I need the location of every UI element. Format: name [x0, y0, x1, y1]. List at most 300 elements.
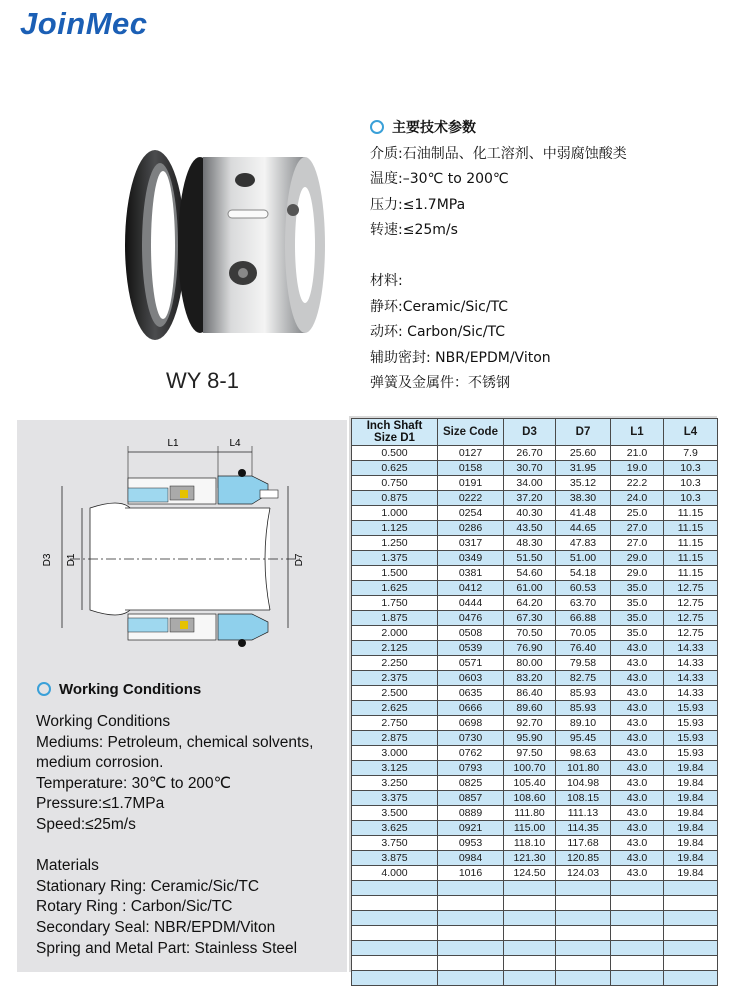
table-row [352, 491, 718, 506]
working-conditions-title: Working Conditions [59, 681, 202, 698]
cell-d7: 63.70 [556, 596, 611, 611]
cell-l1 [611, 926, 664, 941]
cell-d3: 95.90 [504, 731, 556, 746]
cell-shaft-size: 3.250 [352, 776, 438, 791]
cell-l4: 14.33 [664, 686, 718, 701]
table-row [352, 536, 718, 551]
table-row [352, 911, 718, 926]
cell-l1: 43.0 [611, 761, 664, 776]
cell-size-code: 0921 [438, 821, 504, 836]
cell-l4 [664, 971, 718, 986]
cell-l4 [664, 941, 718, 956]
cell-l4: 11.15 [664, 506, 718, 521]
table-row [352, 821, 718, 836]
cell-size-code: 0857 [438, 791, 504, 806]
cell-size-code: 0539 [438, 641, 504, 656]
cell-l1: 25.0 [611, 506, 664, 521]
cell-d3: 80.00 [504, 656, 556, 671]
cell-d7: 44.65 [556, 521, 611, 536]
wc-line [36, 836, 313, 857]
cell-l4 [664, 926, 718, 941]
cell-l4: 19.84 [664, 866, 718, 881]
cell-shaft-size: 3.750 [352, 836, 438, 851]
mechanical-seal-photo [115, 135, 345, 355]
cell-l1: 43.0 [611, 851, 664, 866]
table-row [352, 656, 718, 671]
table-row [352, 776, 718, 791]
cell-d7 [556, 971, 611, 986]
cell-l4: 12.75 [664, 596, 718, 611]
cell-size-code: 1016 [438, 866, 504, 881]
cell-d3 [504, 971, 556, 986]
brand-logo: JoinMec [20, 6, 148, 41]
cell-d7: 98.63 [556, 746, 611, 761]
cell-l1: 43.0 [611, 641, 664, 656]
cell-l4: 19.84 [664, 851, 718, 866]
cell-size-code: 0793 [438, 761, 504, 776]
cell-size-code: 0191 [438, 476, 504, 491]
cell-d3: 76.90 [504, 641, 556, 656]
cell-shaft-size [352, 926, 438, 941]
cell-shaft-size [352, 911, 438, 926]
cell-l4: 11.15 [664, 551, 718, 566]
wc-line: Materials [36, 857, 99, 875]
cell-shaft-size: 2.250 [352, 656, 438, 671]
cell-shaft-size: 2.000 [352, 626, 438, 641]
cell-shaft-size: 2.750 [352, 716, 438, 731]
cell-shaft-size: 2.125 [352, 641, 438, 656]
cell-l4: 7.9 [664, 446, 718, 461]
table-row [352, 941, 718, 956]
table-row [352, 881, 718, 896]
cell-d3: 70.50 [504, 626, 556, 641]
col-header-d3: D3 [504, 419, 556, 446]
cell-l4 [664, 911, 718, 926]
col-header-size-code: Size Code [438, 419, 504, 446]
cell-d7: 104.98 [556, 776, 611, 791]
cell-shaft-size: 0.875 [352, 491, 438, 506]
cell-d3: 121.30 [504, 851, 556, 866]
cell-l1: 35.0 [611, 611, 664, 626]
cell-size-code: 0317 [438, 536, 504, 551]
cell-d3 [504, 911, 556, 926]
table-row [352, 956, 718, 971]
cell-shaft-size: 2.375 [352, 671, 438, 686]
cell-d3: 37.20 [504, 491, 556, 506]
cell-d7 [556, 956, 611, 971]
cell-d3: 89.60 [504, 701, 556, 716]
cell-l4: 14.33 [664, 656, 718, 671]
zh-line: 动环: Carbon/Sic/TC [370, 324, 506, 340]
cell-shaft-size: 3.375 [352, 791, 438, 806]
cell-l1: 43.0 [611, 731, 664, 746]
table-row [352, 686, 718, 701]
cell-d3 [504, 956, 556, 971]
wc-line: Rotary Ring : Carbon/Sic/TC [36, 898, 233, 916]
cell-size-code: 0412 [438, 581, 504, 596]
cell-l4: 15.93 [664, 731, 718, 746]
cell-shaft-size: 1.875 [352, 611, 438, 626]
cell-shaft-size: 1.750 [352, 596, 438, 611]
table-row [352, 671, 718, 686]
cell-size-code: 0444 [438, 596, 504, 611]
cell-l4: 15.93 [664, 746, 718, 761]
spec-table [351, 418, 718, 986]
cell-d3 [504, 896, 556, 911]
cell-d7: 35.12 [556, 476, 611, 491]
cell-d3 [504, 881, 556, 896]
cell-shaft-size: 1.250 [352, 536, 438, 551]
cell-d3: 48.30 [504, 536, 556, 551]
cell-l1: 43.0 [611, 716, 664, 731]
cell-size-code: 0222 [438, 491, 504, 506]
cell-l4: 10.3 [664, 461, 718, 476]
circle-bullet-icon [370, 120, 384, 134]
zh-line: 压力:≤1.7MPa [370, 196, 466, 213]
label-d1: D1 [66, 553, 77, 567]
table-row [352, 731, 718, 746]
cell-l4: 11.15 [664, 566, 718, 581]
cell-d3: 105.40 [504, 776, 556, 791]
cell-d7: 25.60 [556, 446, 611, 461]
table-row [352, 896, 718, 911]
zh-line: 静环:Ceramic/Sic/TC [370, 298, 509, 315]
cell-l4: 15.93 [664, 716, 718, 731]
cell-shaft-size: 3.125 [352, 761, 438, 776]
cell-l1 [611, 941, 664, 956]
cell-shaft-size [352, 941, 438, 956]
cell-shaft-size: 0.500 [352, 446, 438, 461]
cell-size-code: 0889 [438, 806, 504, 821]
table-row [352, 476, 718, 491]
cell-d3: 118.10 [504, 836, 556, 851]
cell-l4 [664, 956, 718, 971]
col-header-d7: D7 [556, 419, 611, 446]
cell-l1: 43.0 [611, 746, 664, 761]
cell-d7: 111.13 [556, 806, 611, 821]
cell-d7: 38.30 [556, 491, 611, 506]
cell-size-code: 0730 [438, 731, 504, 746]
label-l4: L4 [229, 438, 241, 449]
cell-size-code: 0254 [438, 506, 504, 521]
wc-line: Speed:≤25m/s [36, 815, 136, 833]
cell-shaft-size [352, 971, 438, 986]
cell-d3: 92.70 [504, 716, 556, 731]
cell-l1 [611, 956, 664, 971]
cell-shaft-size [352, 956, 438, 971]
zh-title-row [370, 116, 627, 142]
table-row [352, 506, 718, 521]
cell-d7: 108.15 [556, 791, 611, 806]
cell-size-code: 0984 [438, 851, 504, 866]
cell-shaft-size: 2.625 [352, 701, 438, 716]
cell-l4: 14.33 [664, 671, 718, 686]
cell-d7 [556, 896, 611, 911]
zh-line: 弹簧及金属件：不锈钢 [370, 375, 510, 391]
cell-size-code: 0603 [438, 671, 504, 686]
cell-d3: 40.30 [504, 506, 556, 521]
cell-d7: 60.53 [556, 581, 611, 596]
cell-shaft-size: 3.000 [352, 746, 438, 761]
cell-shaft-size: 1.000 [352, 506, 438, 521]
wc-line: medium corrosion. [36, 754, 164, 772]
label-l1: L1 [167, 438, 179, 449]
table-row [352, 701, 718, 716]
zh-parameters [370, 116, 627, 397]
table-row [352, 626, 718, 641]
cell-d3: 43.50 [504, 521, 556, 536]
cell-l1: 43.0 [611, 821, 664, 836]
cell-d3: 115.00 [504, 821, 556, 836]
cell-l1: 21.0 [611, 446, 664, 461]
cell-d3: 54.60 [504, 566, 556, 581]
cell-shaft-size: 3.625 [352, 821, 438, 836]
label-d3: D3 [42, 553, 53, 567]
table-row [352, 551, 718, 566]
cell-l4: 19.84 [664, 791, 718, 806]
cell-l4: 19.84 [664, 806, 718, 821]
cell-d7: 89.10 [556, 716, 611, 731]
cell-shaft-size: 3.875 [352, 851, 438, 866]
cell-d3: 83.20 [504, 671, 556, 686]
cell-shaft-size: 0.750 [352, 476, 438, 491]
cell-size-code [438, 911, 504, 926]
cell-shaft-size [352, 896, 438, 911]
cell-size-code: 0953 [438, 836, 504, 851]
cell-l1: 29.0 [611, 566, 664, 581]
cell-l4: 14.33 [664, 641, 718, 656]
zh-line [370, 244, 627, 270]
cell-l1: 43.0 [611, 686, 664, 701]
table-row [352, 971, 718, 986]
cell-d7 [556, 926, 611, 941]
wc-line: Temperature: 30℃ to 200℃ [36, 774, 232, 792]
cell-l1 [611, 911, 664, 926]
table-row [352, 791, 718, 806]
cell-size-code: 0825 [438, 776, 504, 791]
cell-d7: 41.48 [556, 506, 611, 521]
spec-table-body [352, 446, 718, 986]
cell-d7: 70.05 [556, 626, 611, 641]
col-header-l4: L4 [664, 419, 718, 446]
cell-l1: 27.0 [611, 536, 664, 551]
cell-l4: 15.93 [664, 701, 718, 716]
cell-d7 [556, 941, 611, 956]
cell-d7: 82.75 [556, 671, 611, 686]
cell-size-code [438, 971, 504, 986]
cell-d3: 97.50 [504, 746, 556, 761]
circle-bullet-icon [37, 682, 51, 696]
cell-shaft-size: 1.625 [352, 581, 438, 596]
cell-l1: 19.0 [611, 461, 664, 476]
cell-d3 [504, 926, 556, 941]
table-header-row [352, 419, 718, 446]
table-row [352, 851, 718, 866]
cell-l4: 12.75 [664, 626, 718, 641]
cell-l1: 43.0 [611, 701, 664, 716]
cell-d3: 67.30 [504, 611, 556, 626]
cell-d7: 117.68 [556, 836, 611, 851]
cell-l1: 24.0 [611, 491, 664, 506]
cell-shaft-size: 1.375 [352, 551, 438, 566]
cell-shaft-size: 3.500 [352, 806, 438, 821]
cell-d7: 66.88 [556, 611, 611, 626]
cell-d7: 85.93 [556, 701, 611, 716]
cell-shaft-size: 2.500 [352, 686, 438, 701]
wc-line: Stationary Ring: Ceramic/Sic/TC [36, 877, 260, 895]
table-row [352, 836, 718, 851]
cell-d7: 101.80 [556, 761, 611, 776]
table-row [352, 641, 718, 656]
cell-l1: 35.0 [611, 626, 664, 641]
table-row [352, 761, 718, 776]
cell-d3: 51.50 [504, 551, 556, 566]
cell-d3: 64.20 [504, 596, 556, 611]
table-row [352, 596, 718, 611]
table-row [352, 566, 718, 581]
cell-size-code: 0571 [438, 656, 504, 671]
cell-size-code: 0158 [438, 461, 504, 476]
cell-l1 [611, 881, 664, 896]
cell-size-code: 0349 [438, 551, 504, 566]
cell-l4 [664, 881, 718, 896]
cell-size-code [438, 941, 504, 956]
cell-size-code [438, 956, 504, 971]
cell-l4 [664, 896, 718, 911]
cell-l4: 19.84 [664, 821, 718, 836]
cell-size-code: 0666 [438, 701, 504, 716]
col-header-shaft-size: Inch Shaft Size D1 [352, 419, 438, 446]
table-row [352, 581, 718, 596]
table-row [352, 611, 718, 626]
cell-l1 [611, 896, 664, 911]
cell-d7: 114.35 [556, 821, 611, 836]
cell-l1: 43.0 [611, 671, 664, 686]
cell-d3: 111.80 [504, 806, 556, 821]
wc-line: Mediums: Petroleum, chemical solvents, [36, 733, 314, 751]
cell-size-code [438, 896, 504, 911]
cell-shaft-size [352, 881, 438, 896]
cell-d3: 108.60 [504, 791, 556, 806]
cell-d7: 79.58 [556, 656, 611, 671]
zh-line: 转速:≤25m/s [370, 222, 458, 238]
table-row [352, 461, 718, 476]
cell-l4: 19.84 [664, 776, 718, 791]
zh-line: 介质:石油制品、化工溶剂、中弱腐蚀酸类 [370, 145, 627, 162]
product-model: WY 8-1 [166, 368, 239, 393]
cell-size-code [438, 881, 504, 896]
cell-size-code: 0381 [438, 566, 504, 581]
table-row [352, 926, 718, 941]
cell-d7: 51.00 [556, 551, 611, 566]
wc-line: Pressure:≤1.7MPa [36, 795, 165, 813]
cell-l1: 43.0 [611, 806, 664, 821]
cell-d7 [556, 881, 611, 896]
table-row [352, 521, 718, 536]
wc-line: Spring and Metal Part: Stainless Steel [36, 939, 298, 957]
cell-d7: 76.40 [556, 641, 611, 656]
cell-l4: 10.3 [664, 491, 718, 506]
cell-d7: 54.18 [556, 566, 611, 581]
cell-size-code: 0286 [438, 521, 504, 536]
working-conditions-text [36, 712, 313, 959]
cell-l1: 22.2 [611, 476, 664, 491]
cell-size-code: 0127 [438, 446, 504, 461]
zh-line: 辅助密封: NBR/EPDM/Viton [370, 349, 551, 366]
cell-l1: 43.0 [611, 656, 664, 671]
cell-l4: 10.3 [664, 476, 718, 491]
cell-shaft-size: 0.625 [352, 461, 438, 476]
working-conditions-title-row [37, 681, 201, 698]
cell-d7: 31.95 [556, 461, 611, 476]
cell-d3: 61.00 [504, 581, 556, 596]
cell-d7: 124.03 [556, 866, 611, 881]
table-row [352, 866, 718, 881]
cell-l1: 43.0 [611, 791, 664, 806]
cell-size-code: 0508 [438, 626, 504, 641]
cell-d3 [504, 941, 556, 956]
col-header-l1: L1 [611, 419, 664, 446]
cell-l4: 19.84 [664, 761, 718, 776]
cell-d7 [556, 911, 611, 926]
zh-line: 温度:–30℃ to 200℃ [370, 171, 509, 187]
cell-d3: 26.70 [504, 446, 556, 461]
cell-l1: 43.0 [611, 776, 664, 791]
zh-line: 材料: [370, 273, 403, 289]
cell-l4: 11.15 [664, 521, 718, 536]
cell-l4: 19.84 [664, 836, 718, 851]
cell-d3: 86.40 [504, 686, 556, 701]
zh-title: 主要技术参数 [392, 120, 476, 136]
cell-shaft-size: 4.000 [352, 866, 438, 881]
cell-l1: 43.0 [611, 866, 664, 881]
label-d7: D7 [294, 553, 305, 567]
cell-l1: 43.0 [611, 836, 664, 851]
cell-size-code: 0762 [438, 746, 504, 761]
cell-d3: 34.00 [504, 476, 556, 491]
seal-cross-section-diagram [30, 428, 330, 668]
cell-size-code: 0476 [438, 611, 504, 626]
cell-l4: 12.75 [664, 581, 718, 596]
cell-d3: 100.70 [504, 761, 556, 776]
table-row [352, 746, 718, 761]
cell-size-code [438, 926, 504, 941]
cell-l1: 27.0 [611, 521, 664, 536]
cell-d7: 120.85 [556, 851, 611, 866]
table-row [352, 716, 718, 731]
cell-size-code: 0698 [438, 716, 504, 731]
cell-shaft-size: 1.125 [352, 521, 438, 536]
cell-size-code: 0635 [438, 686, 504, 701]
table-row [352, 806, 718, 821]
cell-l4: 11.15 [664, 536, 718, 551]
table-row [352, 446, 718, 461]
cell-l4: 12.75 [664, 611, 718, 626]
cell-l1 [611, 971, 664, 986]
cell-l1: 29.0 [611, 551, 664, 566]
cell-d7: 85.93 [556, 686, 611, 701]
cell-d3: 30.70 [504, 461, 556, 476]
cell-l1: 35.0 [611, 581, 664, 596]
wc-line: Secondary Seal: NBR/EPDM/Viton [36, 918, 276, 936]
cell-shaft-size: 2.875 [352, 731, 438, 746]
cell-d7: 95.45 [556, 731, 611, 746]
cell-l1: 35.0 [611, 596, 664, 611]
wc-line: Working Conditions [36, 713, 171, 730]
cell-d3: 124.50 [504, 866, 556, 881]
cell-shaft-size: 1.500 [352, 566, 438, 581]
cell-d7: 47.83 [556, 536, 611, 551]
